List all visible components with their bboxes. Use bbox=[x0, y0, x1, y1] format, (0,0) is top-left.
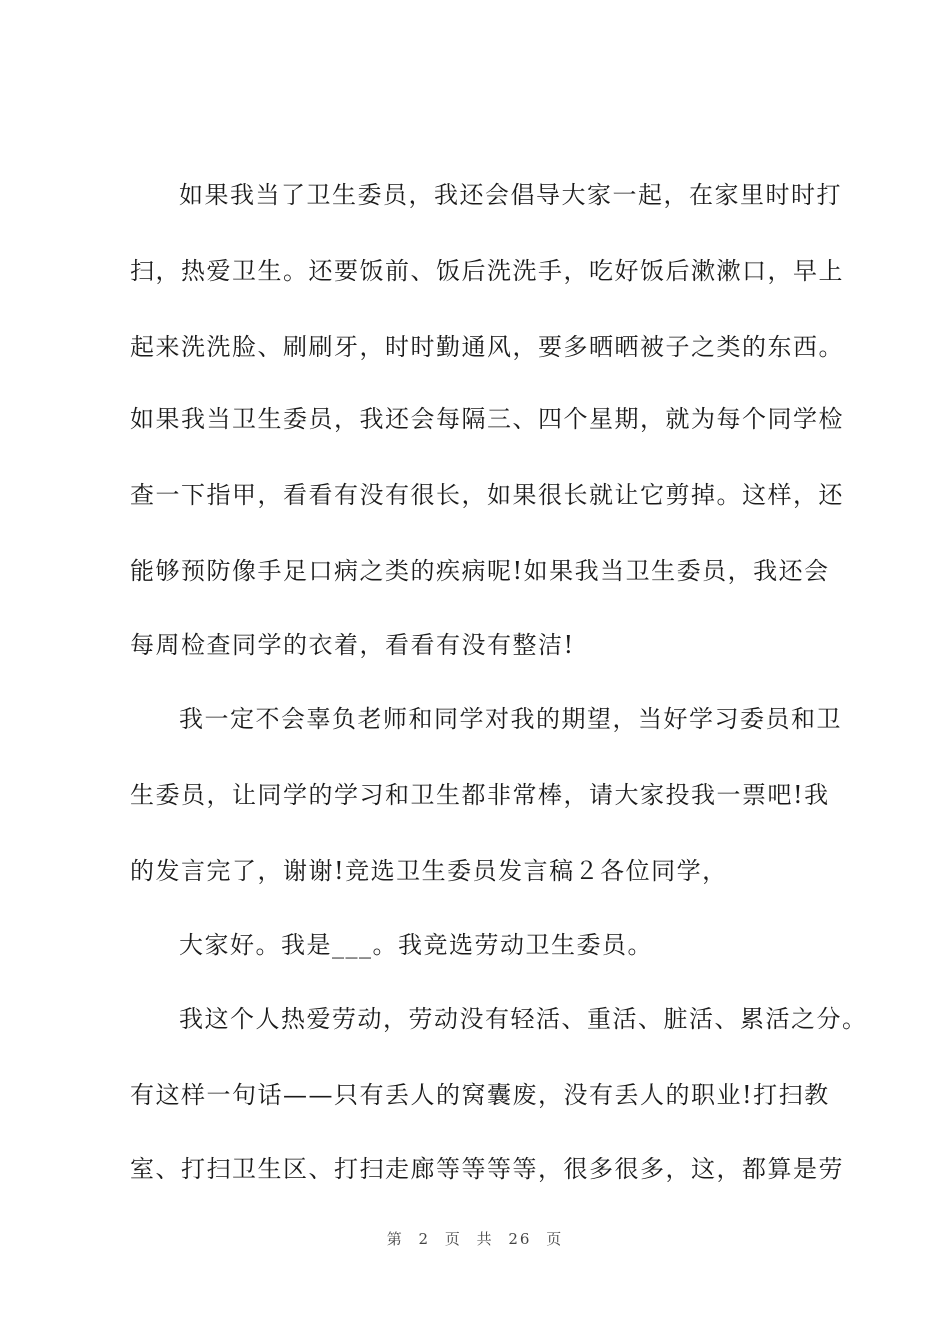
text-line: 如果我当卫生委员，我还会每隔三、四个星期，就为每个同学检 bbox=[130, 405, 844, 433]
page-number: 第 2 页 共 26 页 bbox=[386, 1230, 564, 1248]
text-line: 每周检查同学的衣着，看看有没有整洁! bbox=[130, 631, 575, 659]
text-line: 大家好。我是___。我竞选劳动卫生委员。 bbox=[179, 931, 653, 959]
text-line: 室、打扫卫生区、打扫走廊等等等等，很多很多，这，都算是劳 bbox=[130, 1155, 844, 1183]
text-line: 如果我当了卫生委员，我还会倡导大家一起，在家里时时打 bbox=[179, 181, 842, 209]
text-line: 查一下指甲，看看有没有很长，如果很长就让它剪掉。这样，还 bbox=[130, 481, 844, 509]
text-line: 的发言完了，谢谢!竞选卫生委员发言稿２各位同学， bbox=[130, 857, 728, 885]
text-line: 有这样一句话——只有丢人的窝囊废，没有丢人的职业!打扫教 bbox=[130, 1081, 830, 1109]
text-line: 扫，热爱卫生。还要饭前、饭后洗洗手，吃好饭后漱漱口，早上 bbox=[130, 257, 844, 285]
text-line: 能够预防像手足口病之类的疾病呢!如果我当卫生委员，我还会 bbox=[130, 557, 830, 585]
text-line: 生委员，让同学的学习和卫生都非常棒，请大家投我一票吧!我 bbox=[130, 781, 830, 809]
text-line: 我这个人热爱劳动，劳动没有轻活、重活、脏活、累活之分。 bbox=[179, 1005, 868, 1033]
text-line: 起来洗洗脸、刷刷牙，时时勤通风，要多晒晒被子之类的东西。 bbox=[130, 333, 844, 361]
text-line: 我一定不会辜负老师和同学对我的期望，当好学习委员和卫 bbox=[179, 705, 842, 733]
